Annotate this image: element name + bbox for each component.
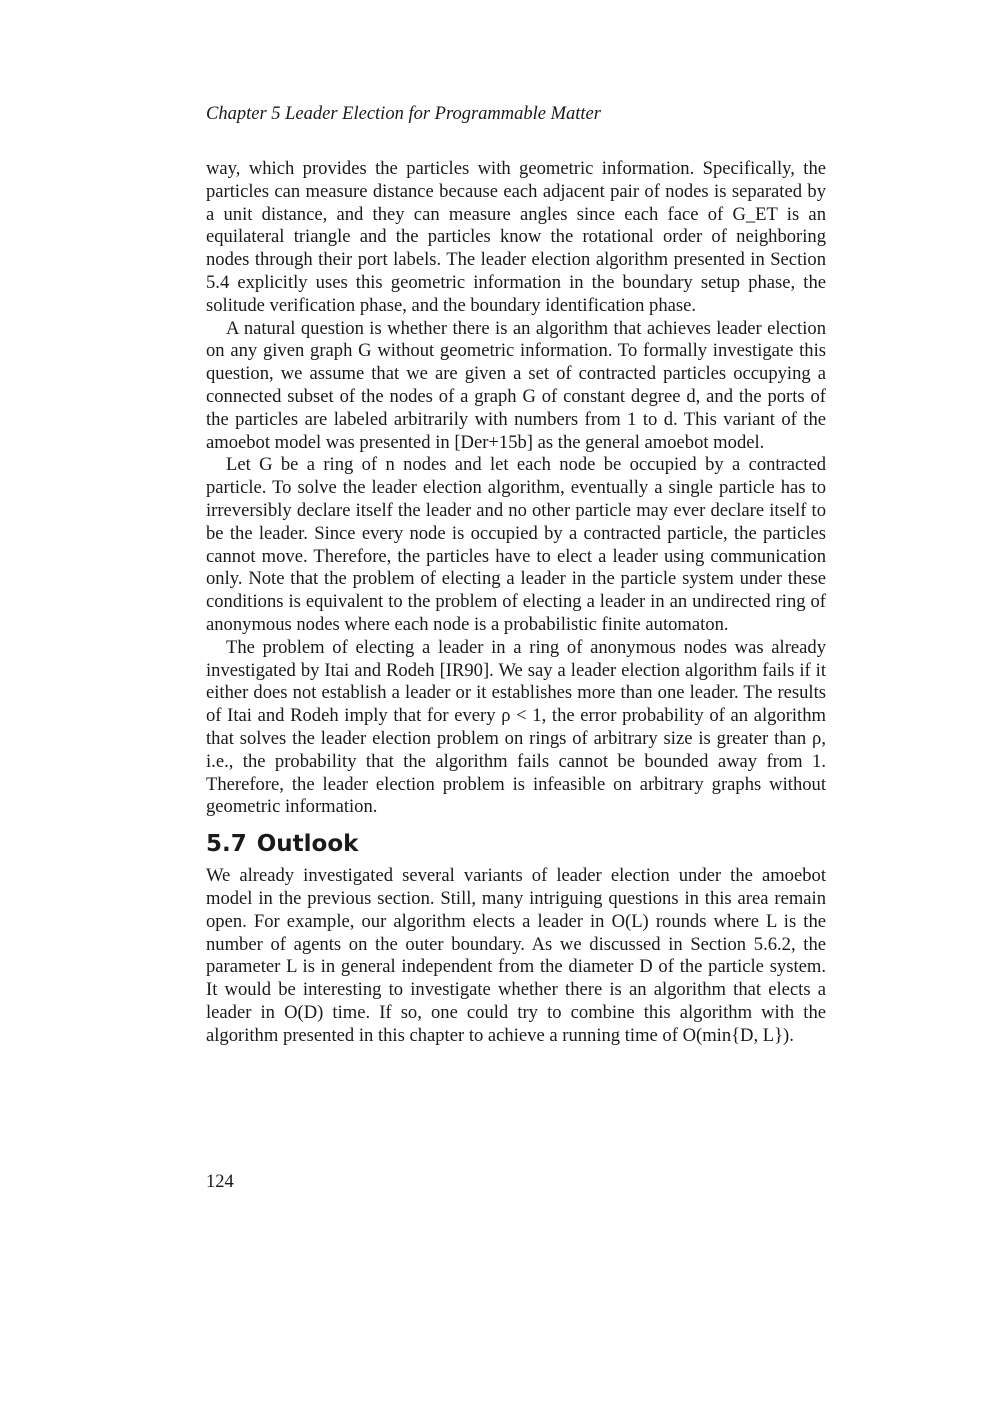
paragraph: We already investigated several variants of leader election under the amoebot model in the previous section. Still, many intriguing questions in this area remain open. For example, our algorithm elects a leader in O(L) rounds where L is the number of agents on the outer boundary. As we discussed in Section 5.6.2, the parameter L is in general independent from the diameter D of the particle system. It would be interesting to investigate whether there is an algorithm that elects a leader in O(D) time. If so, one could try to combine this algorithm with the algorithm presented in this chapter to achieve a running time of O(min{D, L}). xyxy=(206,865,826,1046)
section-heading xyxy=(206,829,826,859)
paragraph: The problem of electing a leader in a ring of anonymous nodes was already investigated by Itai and Rodeh [IR90]. We say a leader election algorithm fails if it either does not establish a leader or it establishes more than one leader. The results of Itai and Rodeh imply that for every ρ < 1, the error probability of an algorithm that solves the leader election problem on rings of arbitrary size is greater than ρ, i.e., the probability that the algorithm fails cannot be bounded away from 1. Therefore, the leader election problem is infeasible on arbitrary graphs without geometric information. xyxy=(206,636,826,818)
paragraph: Let G be a ring of n nodes and let each node be occupied by a contracted particle. To solve the leader election algorithm, eventually a single particle has to irreversibly declare itself the leader and no other particle may ever declare itself to be the leader. Since every node is occupied by a contracted particle, the particles cannot move. Therefore, the particles have to elect a leader using communication only. Note that the problem of electing a leader in the particle system under these conditions is equivalent to the problem of electing a leader in an undirected ring of anonymous nodes where each node is a probabilistic finite automaton. xyxy=(206,454,826,635)
paragraph: way, which provides the particles with geometric information. Specifically, the particles can measure distance because each adjacent pair of nodes is separated by a unit distance, and they can measure angles since each face of G_ET is an equilateral triangle and the particles know the rotational order of neighboring nodes through their port labels. The leader election algorithm presented in Section 5.4 explicitly uses this geometric information in the boundary setup phase, the solitude verification phase, and the boundary identification phase. xyxy=(206,158,826,316)
page-number: 124 xyxy=(206,1172,234,1192)
section-title: Outlook xyxy=(256,831,359,858)
running-head: Chapter 5 Leader Election for Programmable Matter xyxy=(206,104,601,124)
section-number: 5.7 xyxy=(206,831,247,858)
paragraph: A natural question is whether there is an algorithm that achieves leader election on any given graph G without geometric information. To formally investigate this question, we assume that we are given a set of contracted particles occupying a connected subset of the nodes of a graph G of constant degree d, and the ports of the particles are labeled arbitrarily with numbers from 1 to d. This variant of the amoebot model was presented in [Der+15b] as the general amoebot model. xyxy=(206,317,826,453)
body-text xyxy=(206,158,826,1047)
